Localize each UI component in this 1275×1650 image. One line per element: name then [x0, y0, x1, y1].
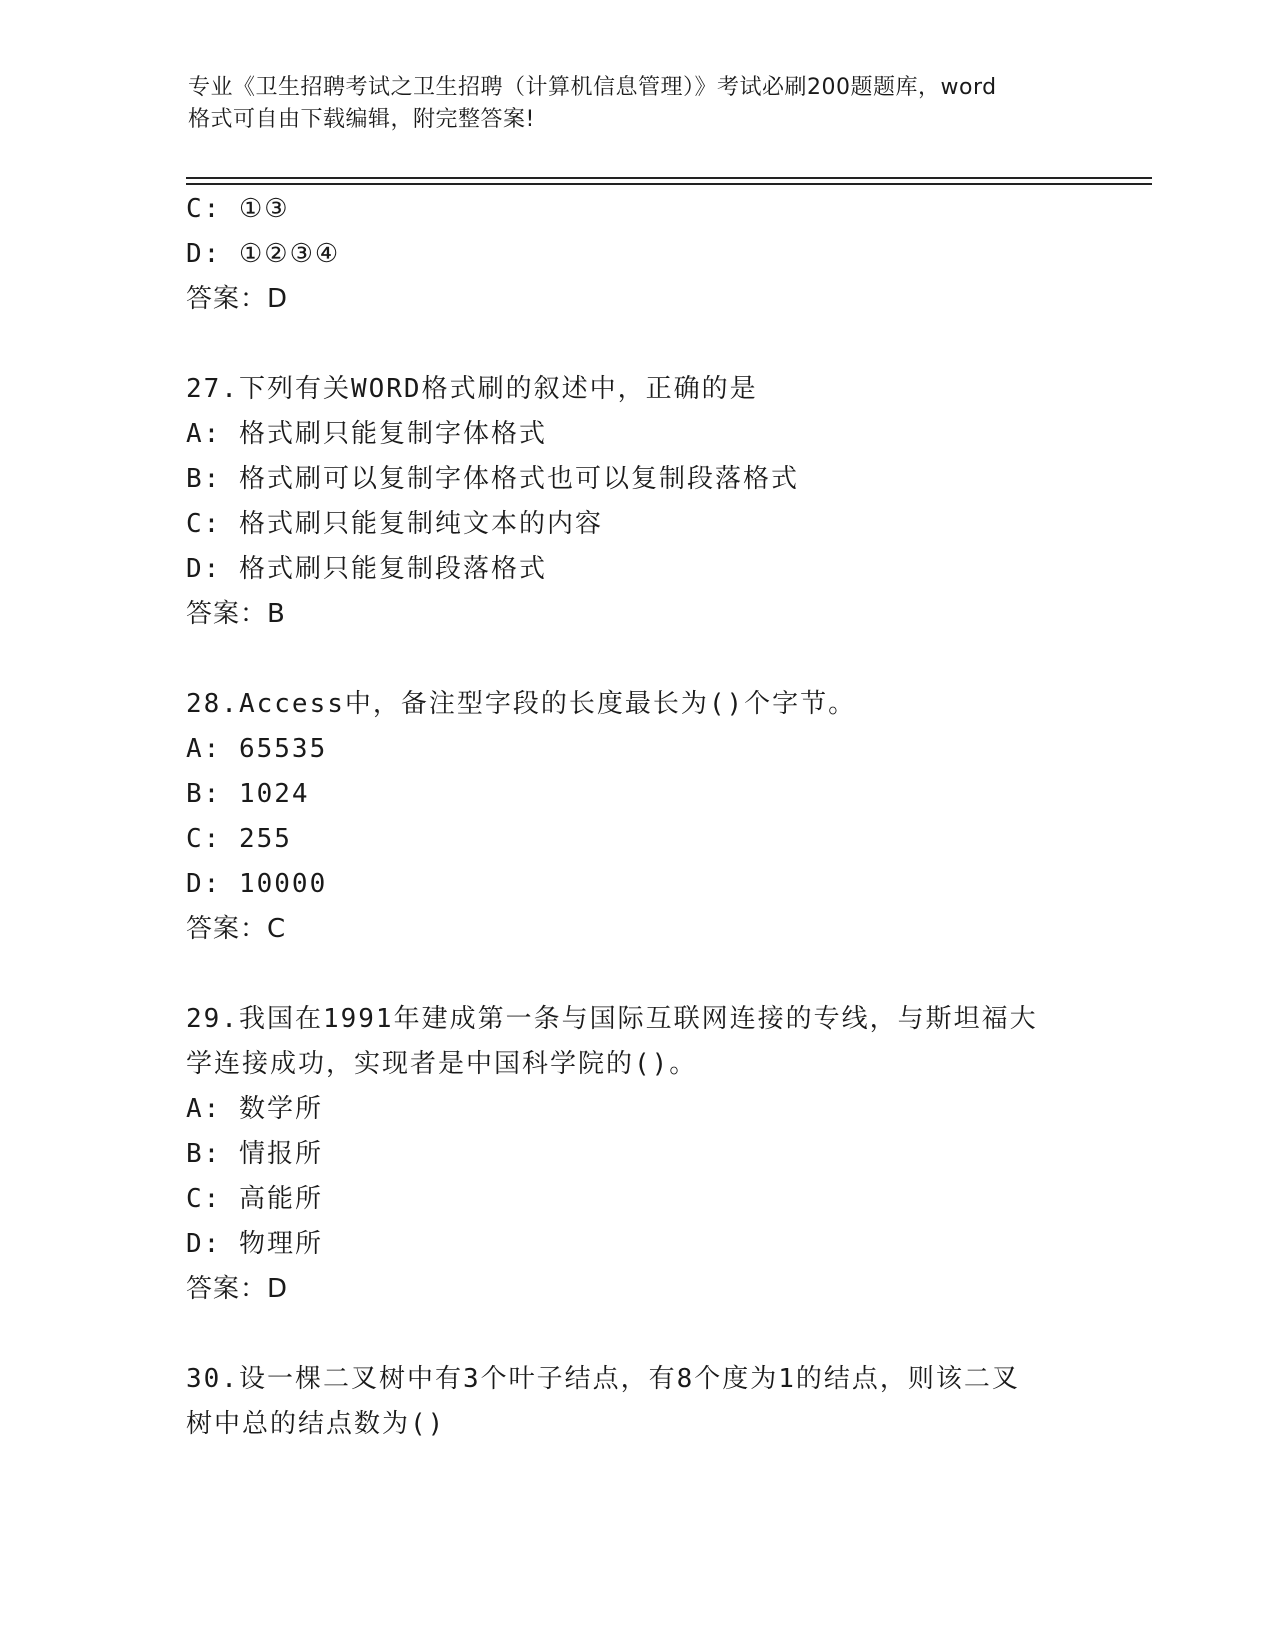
- header-divider-bottom: [186, 183, 1152, 185]
- q29-option-c: C: 高能所: [186, 1184, 323, 1214]
- q27-option-c: C: 格式刷只能复制纯文本的内容: [186, 509, 603, 539]
- q29-option-b: B: 情报所: [186, 1139, 323, 1169]
- q29-question-line-2: 学连接成功，实现者是中国科学院的()。: [186, 1049, 698, 1079]
- q29-question-line-1: 29.我国在1991年建成第一条与国际互联网连接的专线，与斯坦福大: [186, 1004, 1038, 1034]
- header-divider-top: [186, 177, 1152, 179]
- q26-answer: 答案：D: [186, 284, 289, 314]
- q28-option-a: A: 65535: [186, 734, 328, 764]
- q27-option-d: D: 格式刷只能复制段落格式: [186, 554, 547, 584]
- q29-answer: 答案：D: [186, 1274, 289, 1304]
- q28-option-b: B: 1024: [186, 779, 310, 809]
- q28-option-c: C: 255: [186, 824, 292, 854]
- q29-option-d: D: 物理所: [186, 1229, 323, 1259]
- q30-question-line-1: 30.设一棵二叉树中有3个叶子结点，有8个度为1的结点，则该二叉: [186, 1364, 1020, 1394]
- q27-question: 27.下列有关WORD格式刷的叙述中，正确的是: [186, 374, 758, 404]
- q28-answer: 答案：C: [186, 914, 287, 944]
- header-title-line-2: 格式可自由下载编辑，附完整答案!: [188, 107, 535, 132]
- q27-answer: 答案：B: [186, 599, 286, 629]
- q26-option-c: C: ①③: [186, 194, 290, 224]
- q28-option-d: D: 10000: [186, 869, 328, 899]
- q26-option-d: D: ①②③④: [186, 239, 341, 269]
- q30-question-line-2: 树中总的结点数为(): [186, 1409, 446, 1439]
- document-header: [188, 72, 1088, 136]
- q27-option-a: A: 格式刷只能复制字体格式: [186, 419, 547, 449]
- q27-option-b: B: 格式刷可以复制字体格式也可以复制段落格式: [186, 464, 799, 494]
- q28-question: 28.Access中，备注型字段的长度最长为()个字节。: [186, 689, 857, 719]
- q29-option-a: A: 数学所: [186, 1094, 323, 1124]
- header-title-line-1: 专业《卫生招聘考试之卫生招聘（计算机信息管理）》考试必刷200题题库，word: [188, 75, 997, 100]
